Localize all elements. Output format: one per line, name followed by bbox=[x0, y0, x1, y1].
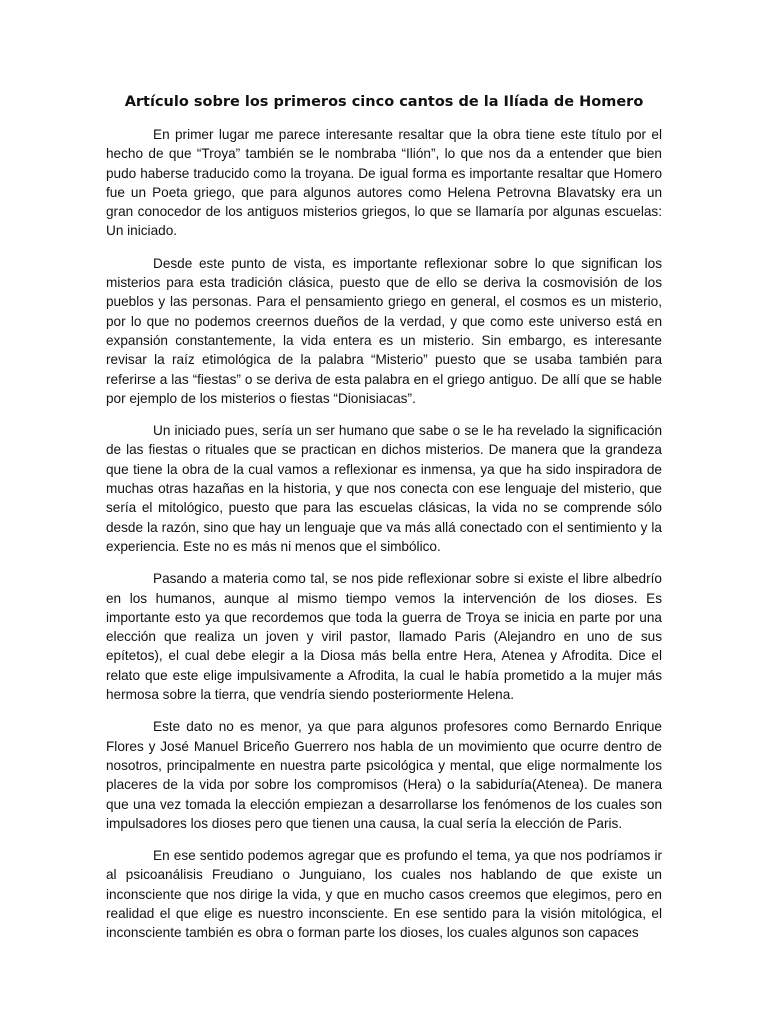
paragraph-5: Este dato no es menor, ya que para algunos profesores como Bernardo Enrique Flores y José Manuel Briceño Guerrero nos habla de un movimiento que ocurre dentro de nosotros, principalmente en nuestra parte psicológica y mental, que elige normalmente los placeres de la vida por sobre los compromisos (Hera) o la sabiduría(Atenea). De manera que una vez tomada la elección empiezan a desarrollarse los fenómenos de los cuales son impulsadores los dioses pero que tienen una causa, la cual sería la elección de Paris. bbox=[106, 719, 662, 831]
paragraph-6: En ese sentido podemos agregar que es profundo el tema, ya que nos podríamos ir al psicoanálisis Freudiano o Junguiano, los cuales nos hablando de que existe un inconsciente que nos dirige la vida, y que en mucho casos creemos que elegimos, pero en realidad el que elige es nuestro inconsciente. En ese sentido para la visión mitológica, el inconsciente también es obra o forman parte los dioses, los cuales algunos son capaces bbox=[106, 848, 662, 941]
document-title: Artículo sobre los primeros cinco cantos de la Ilíada de Homero bbox=[124, 94, 644, 110]
paragraph-2: Desde este punto de vista, es importante reflexionar sobre lo que significan los misterios para esta tradición clásica, puesto que de ello se deriva la cosmovisión de los pueblos y las personas. Para el pensamiento griego en general, el cosmos es un misterio, por lo que no podemos creernos dueños de la verdad, y que como este universo está en expansión constantemente, la vida entera es un misterio. Sin embargo, es interesante revisar la raíz etimológica de la palabra “Misterio” puesto que se usaba también para referirse a las “fiestas” o se deriva de esta palabra en el griego antiguo. De allí que se hable por ejemplo de los misterios o fiestas “Dionisiacas”. bbox=[106, 255, 662, 406]
document-page bbox=[106, 92, 662, 956]
paragraph-4: Pasando a materia como tal, se nos pide reflexionar sobre si existe el libre albedrío en los humanos, aunque al mismo tiempo vemos la intervención de los dioses. Es importante esto ya que recordemos que toda la guerra de Troya se inicia en parte por una elección que realiza un joven y viril pastor, llamado Paris (Alejandro en uno de sus epítetos), el cual debe elegir a la Diosa más bella entre Hera, Atenea y Afrodita. Dice el relato que este elige impulsivamente a Afrodita, la cual le había prometido a la mujer más hermosa sobre la tierra, que vendría siendo posteriormente Helena. bbox=[106, 571, 662, 703]
paragraph-3: Un iniciado pues, sería un ser humano que sabe o se le ha revelado la significación de las fiestas o rituales que se practican en dichos misterios. De manera que la grandeza que tiene la obra de la cual vamos a reflexionar es inmensa, ya que ha sido inspiradora de muchas otras hazañas en la historia, y que nos conecta con ese lenguaje del misterio, que sería el mitológico, puesto que para las escuelas clásicas, la vida no se comprende sólo desde la razón, sino que hay un lenguaje que va más allá conectado con el sentimiento y la experiencia. Este no es más ni menos que el simbólico. bbox=[106, 423, 662, 554]
paragraph-1: En primer lugar me parece interesante resaltar que la obra tiene este título por el hecho de que “Troya” también se le nombraba “Ilión”, lo que nos da a entender que bien pudo haberse traducido como la troyana. De igual forma es importante resaltar que Homero fue un Poeta griego, que para algunos autores como Helena Petrovna Blavatsky era un gran conocedor de los antiguos misterios griegos, lo que se llamaría por algunas escuelas: Un iniciado. bbox=[106, 127, 662, 239]
